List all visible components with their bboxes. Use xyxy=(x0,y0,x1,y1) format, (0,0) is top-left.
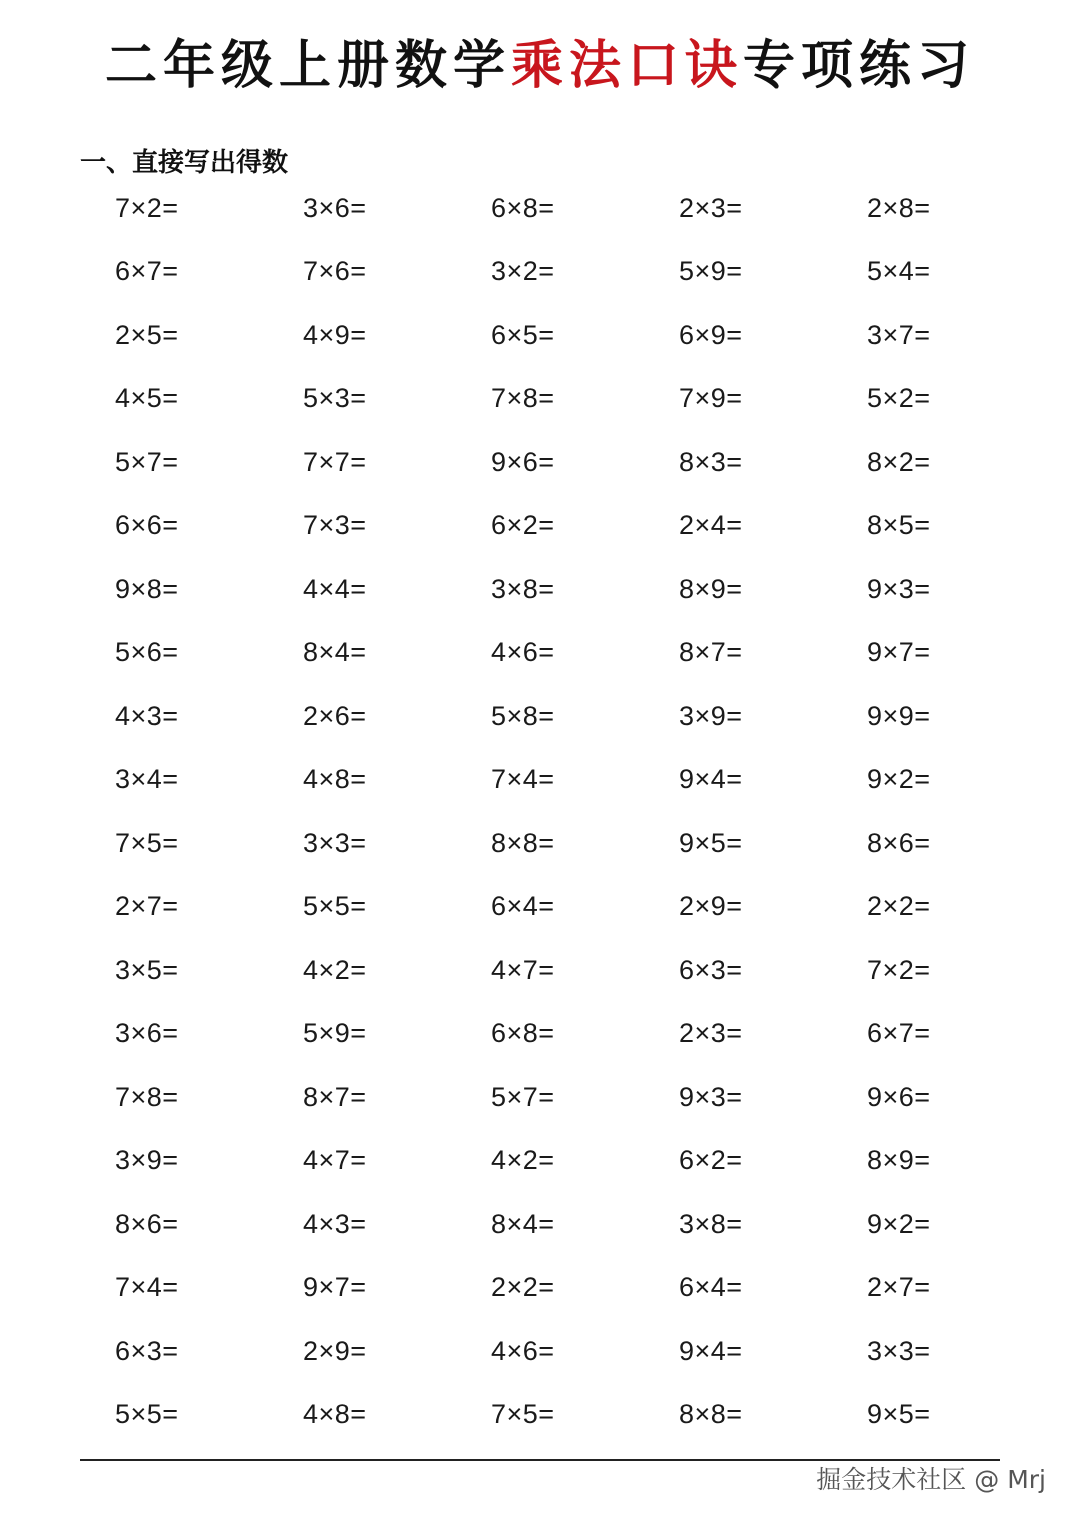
problem-item: 5×9= xyxy=(303,1018,367,1049)
problem-item: 2×3= xyxy=(679,192,743,223)
problem-item: 4×6= xyxy=(491,1335,555,1366)
problem-row xyxy=(115,176,1055,240)
problem-item: 7×2= xyxy=(867,954,931,985)
problem-row xyxy=(115,1319,1055,1383)
problem-item: 4×3= xyxy=(303,1208,367,1239)
problem-item: 3×9= xyxy=(115,1145,179,1176)
problem-item: 8×4= xyxy=(491,1208,555,1239)
problem-row xyxy=(115,367,1055,431)
problem-item: 6×4= xyxy=(491,891,555,922)
problem-item: 9×5= xyxy=(867,1399,931,1430)
title-part-grade: 二年级上册数学 xyxy=(104,36,511,96)
problem-item: 3×6= xyxy=(303,192,367,223)
problem-item: 9×2= xyxy=(867,1208,931,1239)
title-part-practice: 专项练习 xyxy=(743,36,976,96)
problem-item: 6×9= xyxy=(679,319,743,350)
problem-item: 2×9= xyxy=(303,1335,367,1366)
problem-item: 7×4= xyxy=(491,764,555,795)
problem-item: 8×9= xyxy=(679,573,743,604)
problem-item: 7×5= xyxy=(491,1399,555,1430)
problem-item: 2×2= xyxy=(491,1272,555,1303)
footer-divider xyxy=(80,1459,1000,1461)
problem-row xyxy=(115,938,1055,1002)
problem-item: 7×8= xyxy=(115,1081,179,1112)
problem-item: 2×3= xyxy=(679,1018,743,1049)
problem-item: 2×9= xyxy=(679,891,743,922)
problem-item: 9×3= xyxy=(867,573,931,604)
problem-item: 4×4= xyxy=(303,573,367,604)
problem-item: 3×7= xyxy=(867,319,931,350)
problem-item: 7×2= xyxy=(115,192,179,223)
problem-item: 9×9= xyxy=(867,700,931,731)
problem-item: 3×4= xyxy=(115,764,179,795)
problem-item: 4×2= xyxy=(303,954,367,985)
problem-item: 6×3= xyxy=(679,954,743,985)
problem-row xyxy=(115,1192,1055,1256)
problem-item: 5×5= xyxy=(303,891,367,922)
problem-item: 5×4= xyxy=(867,256,931,287)
problem-item: 6×4= xyxy=(679,1272,743,1303)
problem-item: 6×2= xyxy=(679,1145,743,1176)
problem-item: 8×3= xyxy=(679,446,743,477)
problem-item: 8×5= xyxy=(867,510,931,541)
problem-item: 2×7= xyxy=(867,1272,931,1303)
problem-item: 4×8= xyxy=(303,1399,367,1430)
problem-item: 4×5= xyxy=(115,383,179,414)
problem-item: 8×7= xyxy=(303,1081,367,1112)
problem-row xyxy=(115,621,1055,685)
problem-item: 7×3= xyxy=(303,510,367,541)
problem-item: 9×6= xyxy=(491,446,555,477)
problem-row xyxy=(115,748,1055,812)
problem-item: 2×7= xyxy=(115,891,179,922)
problem-row xyxy=(115,430,1055,494)
problem-item: 2×4= xyxy=(679,510,743,541)
problem-item: 5×7= xyxy=(491,1081,555,1112)
problem-item: 3×3= xyxy=(867,1335,931,1366)
problem-item: 6×6= xyxy=(115,510,179,541)
problem-item: 2×8= xyxy=(867,192,931,223)
problem-item: 3×9= xyxy=(679,700,743,731)
problem-item: 2×6= xyxy=(303,700,367,731)
problem-item: 3×8= xyxy=(679,1208,743,1239)
problem-item: 5×8= xyxy=(491,700,555,731)
problem-item: 7×9= xyxy=(679,383,743,414)
problem-item: 3×5= xyxy=(115,954,179,985)
problem-item: 5×6= xyxy=(115,637,179,668)
problem-item: 5×9= xyxy=(679,256,743,287)
problem-item: 4×6= xyxy=(491,637,555,668)
problem-item: 8×8= xyxy=(491,827,555,858)
problem-row xyxy=(115,303,1055,367)
problem-item: 5×5= xyxy=(115,1399,179,1430)
problem-item: 6×8= xyxy=(491,1018,555,1049)
problem-item: 8×6= xyxy=(867,827,931,858)
problem-item: 7×4= xyxy=(115,1272,179,1303)
problem-row xyxy=(115,811,1055,875)
page-title xyxy=(0,30,1080,102)
problem-item: 6×7= xyxy=(115,256,179,287)
problem-item: 2×2= xyxy=(867,891,931,922)
problem-item: 4×8= xyxy=(303,764,367,795)
problem-item: 9×4= xyxy=(679,764,743,795)
problem-row xyxy=(115,1256,1055,1320)
problem-item: 9×6= xyxy=(867,1081,931,1112)
problem-item: 3×2= xyxy=(491,256,555,287)
problem-item: 9×5= xyxy=(679,827,743,858)
problem-item: 9×7= xyxy=(303,1272,367,1303)
problem-item: 8×7= xyxy=(679,637,743,668)
problem-item: 6×2= xyxy=(491,510,555,541)
problem-item: 9×8= xyxy=(115,573,179,604)
problem-item: 6×3= xyxy=(115,1335,179,1366)
problem-item: 6×7= xyxy=(867,1018,931,1049)
problem-item: 5×7= xyxy=(115,446,179,477)
problem-item: 8×8= xyxy=(679,1399,743,1430)
problem-item: 9×7= xyxy=(867,637,931,668)
problem-item: 4×2= xyxy=(491,1145,555,1176)
problem-item: 3×6= xyxy=(115,1018,179,1049)
problem-item: 4×3= xyxy=(115,700,179,731)
problem-row xyxy=(115,1129,1055,1193)
problem-row xyxy=(115,240,1055,304)
problem-item: 3×3= xyxy=(303,827,367,858)
problem-item: 9×2= xyxy=(867,764,931,795)
problem-item: 5×2= xyxy=(867,383,931,414)
problem-item: 2×5= xyxy=(115,319,179,350)
problem-item: 7×7= xyxy=(303,446,367,477)
problem-item: 8×4= xyxy=(303,637,367,668)
problem-row xyxy=(115,1065,1055,1129)
problem-item: 4×9= xyxy=(303,319,367,350)
problem-row xyxy=(115,557,1055,621)
problem-item: 7×8= xyxy=(491,383,555,414)
problem-item: 4×7= xyxy=(303,1145,367,1176)
problem-item: 9×3= xyxy=(679,1081,743,1112)
problem-item: 3×8= xyxy=(491,573,555,604)
problem-row xyxy=(115,494,1055,558)
problem-item: 9×4= xyxy=(679,1335,743,1366)
problem-row xyxy=(115,1383,1055,1447)
problem-row xyxy=(115,684,1055,748)
problem-row xyxy=(115,1002,1055,1066)
problem-item: 5×3= xyxy=(303,383,367,414)
problem-item: 6×5= xyxy=(491,319,555,350)
problem-item: 8×9= xyxy=(867,1145,931,1176)
problem-item: 7×6= xyxy=(303,256,367,287)
problem-item: 7×5= xyxy=(115,827,179,858)
watermark: 掘金技术社区 @ Mrj xyxy=(816,1465,1046,1494)
problem-item: 4×7= xyxy=(491,954,555,985)
problem-item: 6×8= xyxy=(491,192,555,223)
problem-grid xyxy=(115,176,1055,1446)
section-heading: 一、直接写出得数 xyxy=(80,148,289,178)
problem-item: 8×6= xyxy=(115,1208,179,1239)
problem-row xyxy=(115,875,1055,939)
title-part-highlight: 乘法口诀 xyxy=(510,36,743,96)
problem-item: 8×2= xyxy=(867,446,931,477)
